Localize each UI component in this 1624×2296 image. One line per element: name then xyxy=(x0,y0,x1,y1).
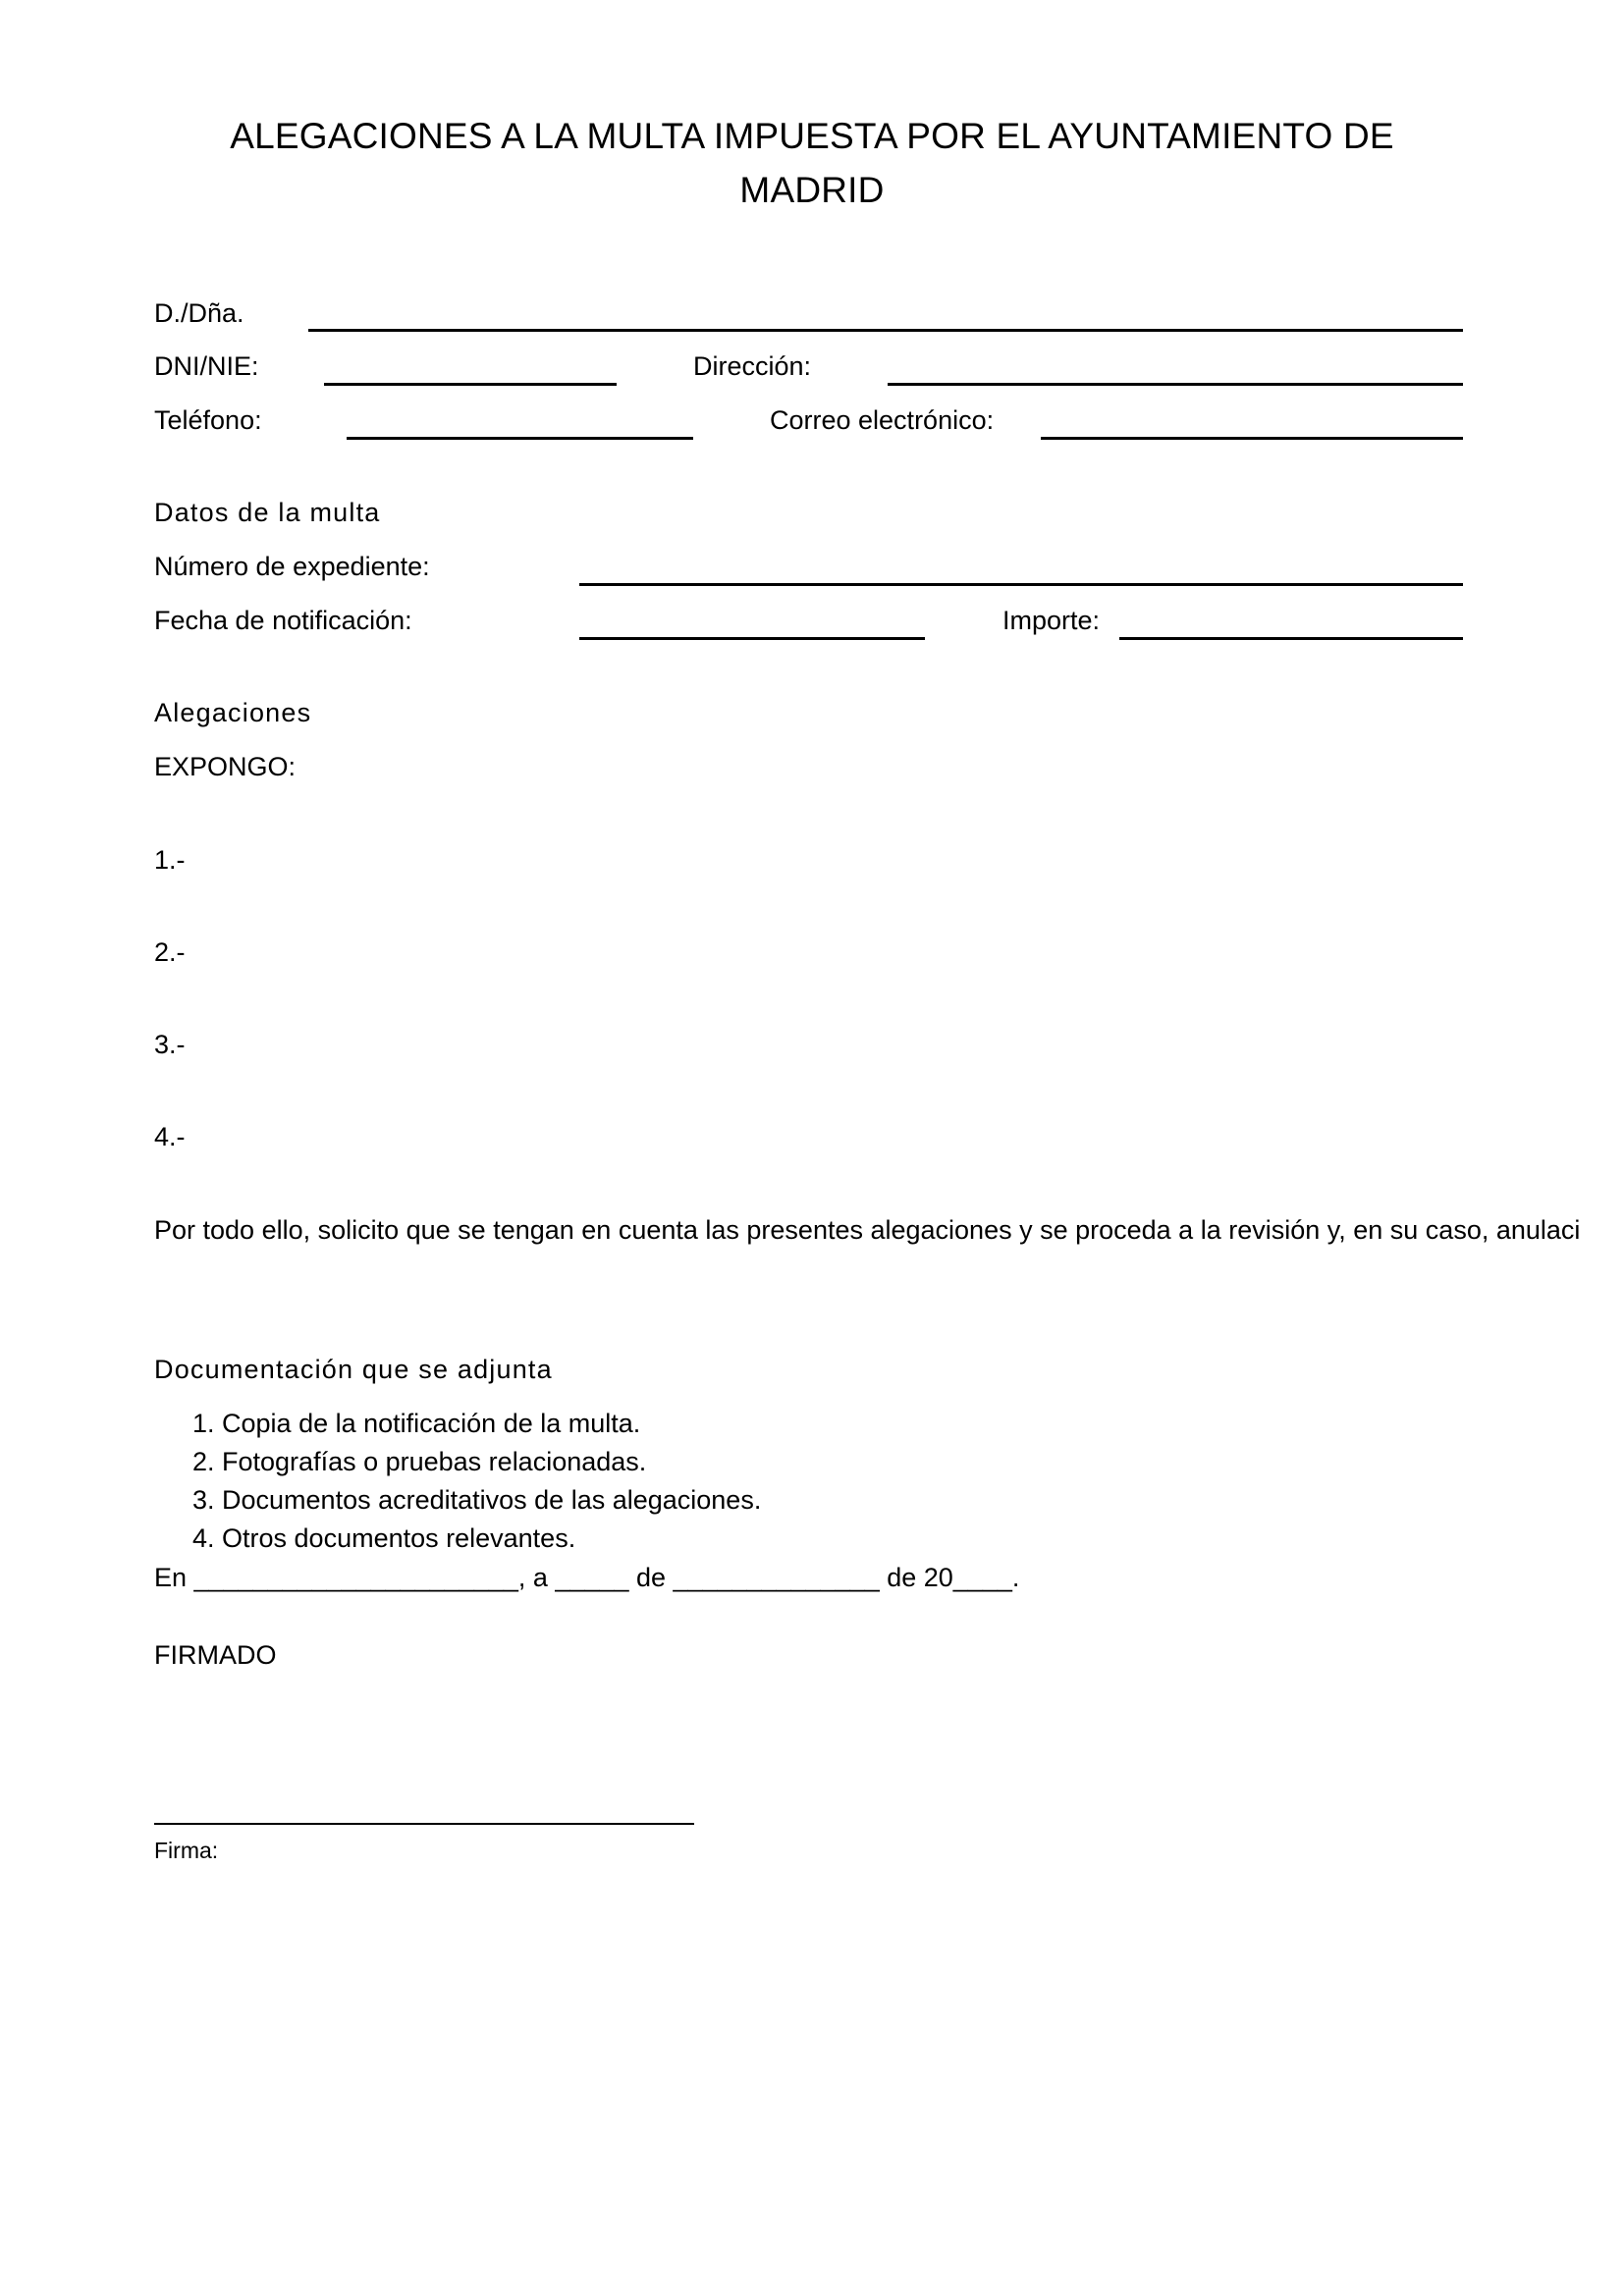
notification-date-field-line[interactable] xyxy=(579,637,925,640)
name-label: D./Dña. xyxy=(154,298,244,328)
dni-field-line[interactable] xyxy=(324,383,617,386)
fine-section-heading: Datos de la multa xyxy=(154,498,381,527)
notification-date-label: Fecha de notificación: xyxy=(154,606,412,635)
attachments-heading: Documentación que se adjunta xyxy=(154,1355,553,1384)
attachment-item: 3. Documentos acreditativos de las alegaciones. xyxy=(192,1485,762,1515)
attachment-item: 1. Copia de la notificación de la multa. xyxy=(192,1409,641,1438)
case-number-field-line[interactable] xyxy=(579,583,1463,586)
allegations-heading: Alegaciones xyxy=(154,698,312,727)
document-title-line-1: ALEGACIONES A LA MULTA IMPUESTA POR EL AYUNTAMIENTO DE xyxy=(230,116,1394,156)
attachment-item: 4. Otros documentos relevantes. xyxy=(192,1523,576,1553)
case-number-label: Número de expediente: xyxy=(154,552,430,581)
phone-field-line[interactable] xyxy=(347,437,693,440)
email-label: Correo electrónico: xyxy=(770,405,995,435)
phone-label: Teléfono: xyxy=(154,405,262,435)
name-field-line[interactable] xyxy=(308,329,1463,332)
amount-field-line[interactable] xyxy=(1119,637,1463,640)
address-field-line[interactable] xyxy=(888,383,1463,386)
signature-line[interactable] xyxy=(154,1823,694,1825)
signed-label: FIRMADO xyxy=(154,1640,277,1670)
amount-label: Importe: xyxy=(1002,606,1101,635)
allegation-item: 2.- xyxy=(154,937,186,967)
signature-label: Firma: xyxy=(154,1838,219,1863)
email-field-line[interactable] xyxy=(1041,437,1463,440)
expongo-label: EXPONGO: xyxy=(154,752,297,781)
request-paragraph: Por todo ello, solicito que se tengan en cuenta las presentes alegaciones y se proceda a la revisión y, en su caso, anulaci xyxy=(154,1215,1581,1245)
dni-label: DNI/NIE: xyxy=(154,351,259,381)
attachment-item: 2. Fotografías o pruebas relacionadas. xyxy=(192,1447,647,1476)
allegation-item: 3.- xyxy=(154,1030,186,1059)
allegation-item: 4.- xyxy=(154,1122,186,1151)
address-label: Dirección: xyxy=(693,351,812,381)
place-date-line[interactable]: En ______________________, a _____ de ______________ de 20____. xyxy=(154,1563,1020,1592)
document-title-line-2: MADRID xyxy=(739,170,885,210)
allegation-item: 1.- xyxy=(154,845,186,875)
